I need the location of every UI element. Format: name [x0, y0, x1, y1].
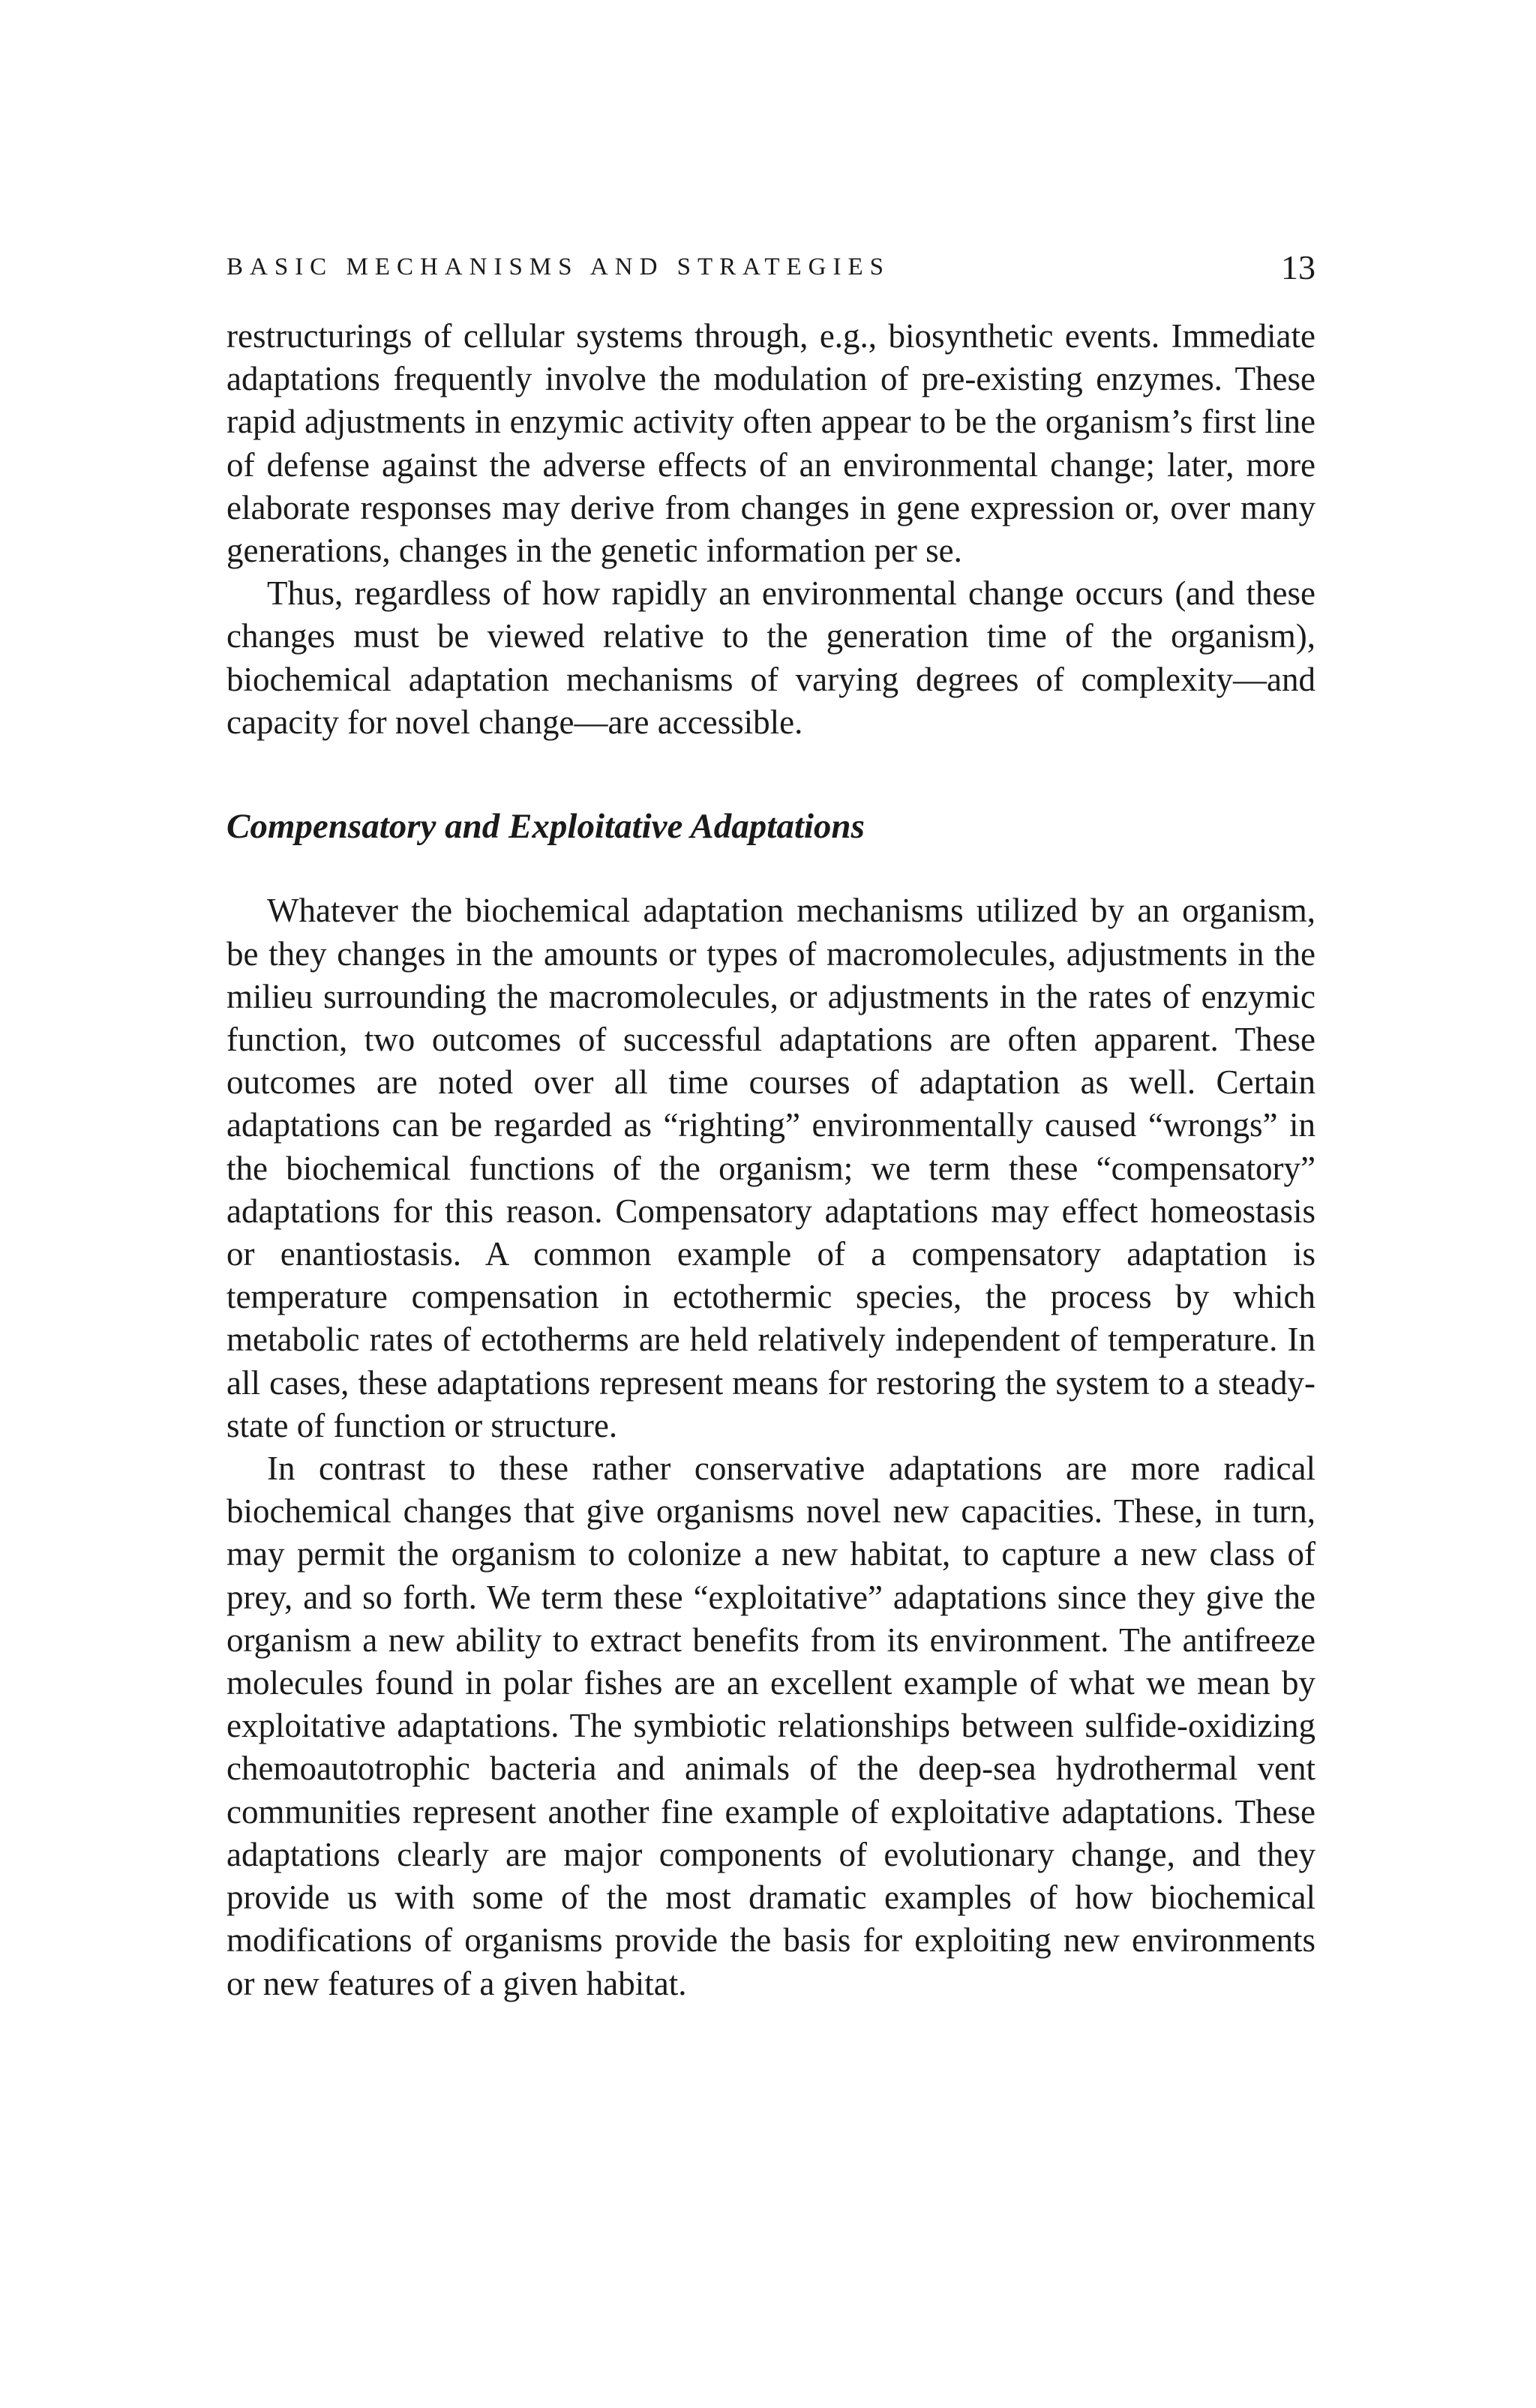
running-header: [226, 247, 1316, 292]
book-page: [226, 247, 1316, 2005]
body-paragraph: Thus, regardless of how rapidly an environmental change occurs (and these changes must be viewed relative to the generation time of the organism), biochemical adaptation mechanisms of varying degrees of complexity—and capacity for novel change—are accessible.: [226, 574, 1316, 741]
body-paragraph-continued: restructurings of cellular systems through, e.g., biosynthetic events. Immediate adaptations frequently involve the modulation of pre-existing enzymes. These rapid adjustments in enzymic activity often appear to be the organism’s first line of defense against the adverse effects of an environmental change; later, more elaborate responses may derive from changes in gene expression or, over many generations, changes in the genetic information per se.: [226, 317, 1316, 570]
body-paragraph: In contrast to these rather conservative adaptations are more radical biochemical changes that give organisms novel new capacities. These, in turn, may permit the organism to colonize a new habitat, to capture a new class of prey, and so forth. We term these “exploitative” adaptations since they give the organism a new ability to extract benefits from its environment. The antifreeze molecules found in polar fishes are an excellent example of what we mean by exploitative adaptations. The symbiotic relationships between sulfide-oxidizing chemoautotrophic bacteria and animals of the deep-sea hydrothermal vent communities represent another fine example of exploitative adaptations. These adaptations clearly are major components of evolutionary change, and they provide us with some of the most dramatic examples of how biochemical modifications of organisms provide the basis for exploiting new environments or new features of a given habitat.: [226, 1450, 1316, 2002]
body-paragraph: Whatever the biochemical adaptation mechanisms utilized by an organism, be they changes in the amounts or types of macromolecules, adjustments in the milieu surrounding the macromolecules, or adjustments in the rates of enzymic function, two outcomes of successful adaptations are often apparent. These outcomes are noted over all time courses of adaptation as well. Certain adaptations can be regarded as “righting” environmentally caused “wrongs” in the biochemical functions of the organism; we term these “compensatory” adaptations for this reason. Compensatory adaptations may effect homeostasis or enantiostasis. A common example of a compensatory adaptation is temperature compensation in ectothermic species, the process by which metabolic rates of ectotherms are held relatively independent of temperature. In all cases, these adaptations represent means for restoring the system to a steady-state of function or structure.: [226, 892, 1316, 1444]
section-heading: Compensatory and Exploitative Adaptations: [226, 807, 865, 847]
page-number: 13: [1281, 248, 1316, 286]
running-title: BASIC MECHANISMS AND STRATEGIES: [226, 253, 891, 280]
